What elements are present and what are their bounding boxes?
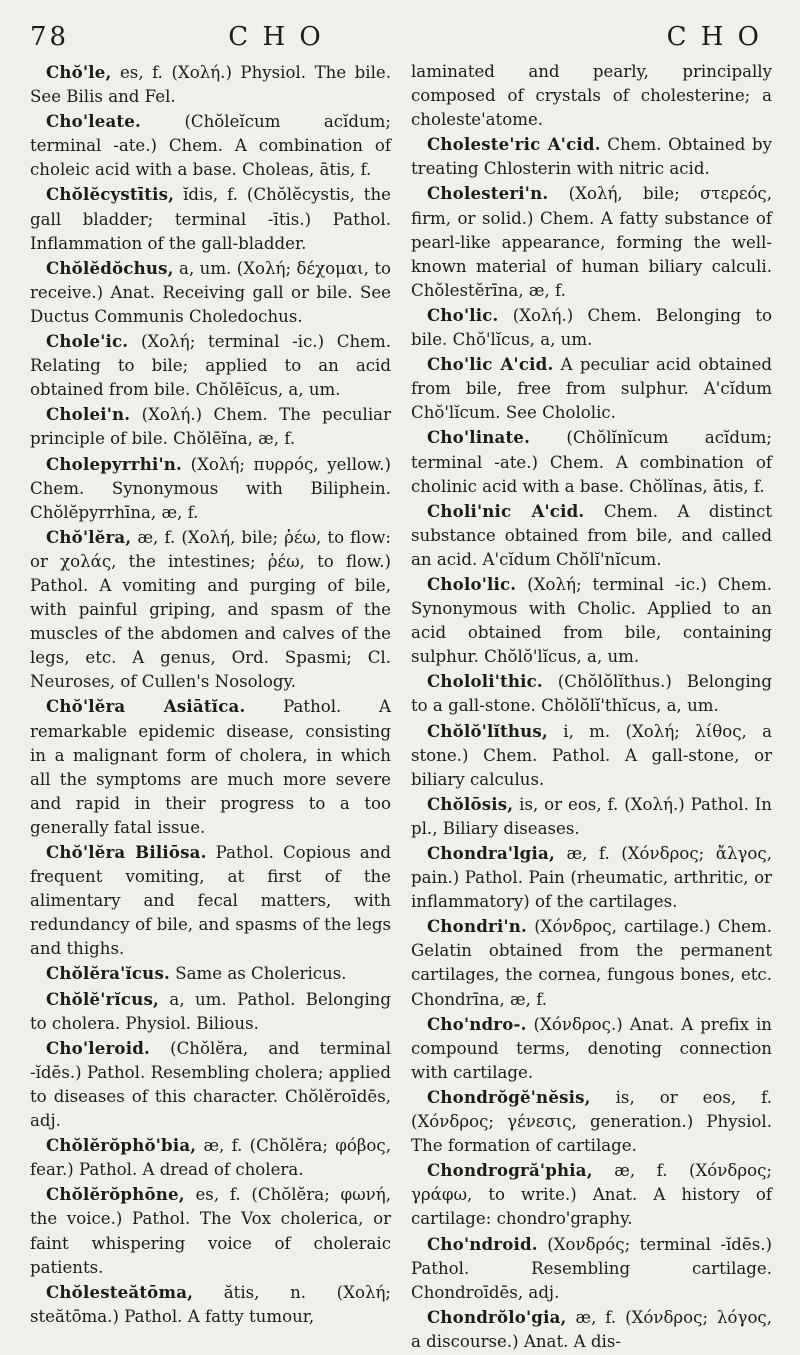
dictionary-entry bbox=[30, 1036, 391, 1133]
page-number: 78 bbox=[30, 22, 70, 52]
entry-headword: Chondri'n. bbox=[427, 916, 527, 937]
entry-definition: (Chŏlĕra, and terminal -ĭdēs.) Pathol. Resembling cholera; applied to diseases of this character. Chŏlĕroīdēs, adj. bbox=[30, 1038, 391, 1131]
entry-definition: A peculiar acid obtained from bile, free from sulphur. A'cĭdum Chŏ'lĭcum. See Chololic. bbox=[411, 355, 773, 423]
entry-headword: Choli'nic A'cid. bbox=[427, 500, 585, 521]
two-column-body bbox=[30, 60, 772, 1354]
entry-headword: Chondra'lgia, bbox=[427, 843, 555, 863]
dictionary-entry bbox=[30, 961, 391, 986]
entry-definition: es, f. (Chŏlĕra; φωνή, the voice.) Pathol. The Vox cholerica, or faint whispering voice of choleraic patients. bbox=[30, 1185, 391, 1277]
entry-headword: Chŏ'lĕra Biliōsa. bbox=[46, 842, 207, 862]
entry-headword: Cho'ndroid. bbox=[427, 1233, 538, 1254]
dictionary-entry bbox=[411, 352, 772, 425]
dictionary-entry bbox=[411, 425, 772, 498]
entry-definition: æ, f. (Chŏlĕra; φόβος, fear.) Pathol. A dread of cholera. bbox=[30, 1136, 391, 1180]
dictionary-entry bbox=[411, 719, 772, 792]
entry-headword: Chŏ'lĕra Asiātĭca. bbox=[46, 696, 246, 717]
dictionary-entry bbox=[411, 132, 772, 181]
entry-headword: Chŏlōsis, bbox=[427, 793, 514, 814]
entry-definition: Chem. Obtained by treating Chlosterin with nitric acid. bbox=[411, 135, 772, 179]
entry-definition: a, um. (Χολή; δέχομαι, to receive.) Anat. Receiving gall or bile. See Ductus Communis Choledochus. bbox=[30, 258, 391, 326]
entry-definition: (Χολή; terminal -ic.) Chem. Synonymous with Cholic. Applied to an acid obtained from bile, containing sulphur. Chŏlŏ'lĭcus, a, um. bbox=[411, 574, 772, 667]
dictionary-entry bbox=[30, 1280, 391, 1329]
entry-definition: es, f. (Χολή.) Physiol. The bile. See Bilis and Fel. bbox=[30, 63, 391, 107]
dictionary-entry bbox=[411, 1232, 772, 1305]
entry-definition: (Χολή; terminal -ic.) Chem. Relating to bile; applied to an acid obtained from bile. Chŏlēĭcus, a, um. bbox=[30, 332, 391, 400]
entry-headword: Chondrŏlo'gia, bbox=[427, 1306, 567, 1327]
entry-definition: ătis, n. (Χολή; steătōma.) Pathol. A fatty tumour, bbox=[30, 1282, 391, 1326]
entry-definition: æ, f. (Χόνδρος; ἄλγος, pain.) Pathol. Pain (rheumatic, arthritic, or inflammatory) of the cartilages. bbox=[411, 844, 772, 912]
entry-definition: (Χόνδρος, cartilage.) Chem. Gelatin obtained from the permanent cartilages, the cornea, fungous bones, etc. Chondrīna, æ, f. bbox=[411, 917, 772, 1009]
entry-headword: Cho'linate. bbox=[427, 427, 531, 448]
dictionary-entry bbox=[411, 914, 772, 1011]
entry-headword: Cholei'n. bbox=[46, 404, 131, 425]
entry-headword: Chŏlŏ'lĭthus, bbox=[427, 720, 548, 741]
dictionary-entry bbox=[30, 525, 391, 695]
dictionary-entry bbox=[30, 256, 391, 329]
dictionary-entry bbox=[30, 182, 391, 255]
entry-headword: Chŏlĕrŏphŏ'bia, bbox=[46, 1135, 197, 1156]
dictionary-entry bbox=[411, 1305, 772, 1354]
entry-definition: (Χολή.) Chem. The peculiar principle of bile. Chŏlēĭna, æ, f. bbox=[30, 405, 391, 449]
entry-headword: Chondrŏgĕ'nĕsis, bbox=[427, 1086, 591, 1107]
dictionary-entry bbox=[30, 987, 391, 1036]
entry-headword: Cho'lic A'cid. bbox=[427, 354, 554, 375]
entry-definition: æ, f. (Χόνδρος; λόγος, a discourse.) Anat. A dis- bbox=[411, 1307, 772, 1351]
dictionary-entry bbox=[411, 181, 772, 302]
entry-headword: Cholesteri'n. bbox=[427, 183, 549, 204]
entry-definition: is, or eos, f. (Χόνδρος; γένεσις, generation.) Physiol. The formation of cartilage. bbox=[411, 1087, 772, 1156]
entry-headword: Chŏ'lĕra, bbox=[46, 526, 132, 547]
entry-headword: Chole'ic. bbox=[46, 331, 129, 352]
dictionary-entry bbox=[411, 1085, 772, 1158]
dictionary-entry bbox=[411, 841, 772, 914]
dictionary-entry bbox=[30, 1182, 391, 1279]
entry-definition: (Χόνδρος.) Anat. A prefix in compound terms, denoting connection with cartilage. bbox=[411, 1014, 772, 1082]
dictionary-entry bbox=[30, 109, 391, 182]
dictionary-entry bbox=[30, 329, 391, 402]
right-guide-word: C H O bbox=[666, 22, 762, 52]
entry-definition: (Χολή.) Chem. Belonging to bile. Chŏ'lĭcus, a, um. bbox=[411, 305, 772, 350]
entry-definition: laminated and pearly, principally composed of crystals of cholesterine; a choleste'atome. bbox=[411, 62, 772, 130]
dictionary-entry bbox=[411, 499, 772, 572]
entry-headword: Cholo'lic. bbox=[427, 573, 517, 594]
entry-headword: Chŏlĕcystītis, bbox=[46, 184, 175, 205]
entry-definition: (Χονδρός; terminal -ĭdēs.) Pathol. Resembling cartilage. Chondroīdēs, adj. bbox=[411, 1234, 772, 1302]
entry-headword: Cho'lic. bbox=[427, 304, 499, 325]
entry-definition: (Chŏlĭnĭcum acĭdum; terminal -ate.) Chem. A combination of cholinic acid with a base. Chŏlĭnas, ātis, f. bbox=[411, 428, 772, 496]
dictionary-entry bbox=[30, 840, 391, 961]
left-column bbox=[30, 60, 391, 1354]
dictionary-entry bbox=[30, 1133, 391, 1182]
dictionary-entry bbox=[30, 60, 391, 109]
entry-headword: Cho'ndro-. bbox=[427, 1013, 527, 1034]
entry-headword: Chŏlesteătōma, bbox=[46, 1281, 194, 1302]
dictionary-entry bbox=[411, 1012, 772, 1085]
entry-headword: Chŏlĕdŏchus, bbox=[46, 257, 174, 278]
entry-definition: Pathol. Copious and frequent vomiting, at first of the alimentary and fecal matters, with redundancy of bile, and spasms of the legs and thighs. bbox=[30, 843, 392, 959]
entry-definition: i, m. (Χολή; λίθος, a stone.) Chem. Pathol. A gall-stone, or biliary calculus. bbox=[411, 721, 772, 789]
entry-definition: æ, f. (Χολή, bile; ῥέω, to flow: or χολάς, the intestines; ῥέω, to flow.) Pathol. A vomiting and purging of bile, with painful griping, and spasm of the muscles of the abdomen and calves of the legs, etc. A genus, Ord. Spasmi; Cl. Neuroses, of Cullen's Nosology. bbox=[30, 527, 391, 692]
entry-definition: (Chŏleĭcum acĭdum; terminal -ate.) Chem. A combination of choleic acid with a base. Choleas, ātis, f. bbox=[30, 112, 391, 180]
entry-definition: (Χολή; πυρρός, yellow.) Chem. Synonymous with Biliphein. Chŏlĕpyrrhīna, æ, f. bbox=[30, 454, 391, 522]
entry-definition: a, um. Pathol. Belonging to cholera. Physiol. Bilious. bbox=[30, 989, 391, 1033]
entry-headword: Chondrogră'phia, bbox=[427, 1160, 593, 1181]
entry-headword: Cho'leroid. bbox=[46, 1037, 150, 1058]
dictionary-entry bbox=[30, 452, 391, 525]
dictionary-entry bbox=[411, 303, 772, 352]
entry-definition: (Χολή, bile; στερεός, firm, or solid.) Chem. A fatty substance of pearl-like appearance, forming the well-known material of human biliary calculi. Chŏlestĕrīna, æ, f. bbox=[411, 184, 772, 300]
entry-headword: Chŏlĕra'ĭcus. bbox=[46, 963, 170, 984]
entry-headword: Chŏ'le, bbox=[46, 62, 112, 82]
entry-headword: Choleste'ric A'cid. bbox=[427, 134, 601, 155]
entry-definition: Pathol. A remarkable epidemic disease, consisting in a malignant form of cholera, in which all the symptoms are much more severe and rapid in their progress to a too generally fatal issue. bbox=[30, 697, 391, 837]
right-column bbox=[411, 60, 772, 1354]
entry-headword: Chololi'thic. bbox=[427, 671, 543, 692]
dictionary-entry bbox=[30, 694, 391, 840]
running-header bbox=[30, 18, 772, 56]
entry-headword: Cholepyrrhi'n. bbox=[46, 453, 183, 474]
entry-definition: (Chŏlŏlĭthus.) Belonging to a gall-stone. Chŏlŏlĭ'thĭcus, a, um. bbox=[411, 672, 772, 716]
entry-definition: is, or eos, f. (Χολή.) Pathol. In pl., Biliary diseases. bbox=[411, 794, 772, 838]
entry-definition: Same as Cholericus. bbox=[169, 964, 347, 984]
entry-headword: Cho'leate. bbox=[46, 111, 142, 132]
entry-definition: æ, f. (Χόνδρος; γράφω, to write.) Anat. A history of cartilage: chondro'graphy. bbox=[411, 1161, 772, 1229]
dictionary-entry bbox=[411, 60, 772, 132]
dictionary-entry bbox=[411, 792, 772, 841]
entry-definition: Chem. A distinct substance obtained from bile, and called an acid. A'cĭdum Chŏlĭ'nĭcum. bbox=[411, 501, 772, 569]
entry-definition: ĭdis, f. (Chŏlĕcystis, the gall bladder; terminal -ītis.) Pathol. Inflammation of the gall-bladder. bbox=[30, 185, 391, 253]
dictionary-entry bbox=[411, 1158, 772, 1231]
dictionary-entry bbox=[411, 572, 772, 669]
entry-headword: Chŏlĕrŏphōne, bbox=[46, 1184, 185, 1205]
dictionary-entry bbox=[30, 402, 391, 451]
dictionary-entry bbox=[411, 669, 772, 718]
left-guide-word: C H O bbox=[228, 22, 324, 52]
entry-headword: Chŏlĕ'rĭcus, bbox=[46, 988, 160, 1009]
